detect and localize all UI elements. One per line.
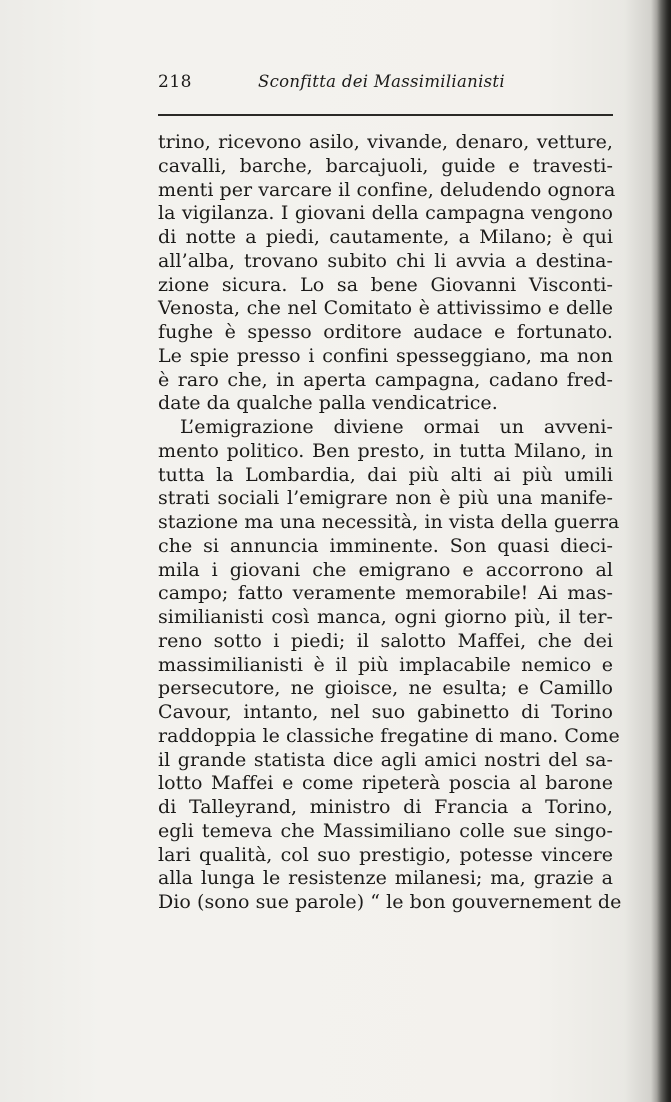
text-line-paragraph-start: L’emigrazione diviene ormai un avveni-: [180, 416, 613, 438]
text-line: Dio (sono sue parole) “ le bon gouvernement de: [158, 891, 622, 913]
page-edge-shadow: [657, 0, 671, 1102]
page-header: [158, 72, 613, 102]
header-rule: [158, 114, 613, 116]
text-line: all’alba, trovano subito chi li avvia a destina-: [158, 249, 613, 272]
text-line-paragraph-end: date da qualche palla vendicatrice.: [158, 392, 498, 415]
text-line: cavalli, barche, barcajuoli, guide e travesti-: [158, 154, 613, 177]
text-line: di notte a piedi, cautamente, a Milano; è qui: [158, 226, 613, 248]
text-line: lari qualità, col suo prestigio, potesse vincere: [158, 843, 613, 866]
text-line: la vigilanza. I giovani della campagna vengono: [158, 202, 613, 225]
text-line: campo; fatto veramente memorabile! Ai mas-: [158, 582, 613, 605]
text-line: menti per varcare il confine, deludendo ognora: [158, 178, 616, 201]
body-text: [158, 131, 622, 915]
page-number: 218: [158, 72, 192, 92]
text-line: fughe è spesso orditore audace e fortunato.: [158, 321, 613, 343]
text-line: il grande statista dice agli amici nostri del sa-: [158, 748, 613, 771]
text-line: reno sotto i piedi; il salotto Maffei, che dei: [158, 629, 613, 652]
text-line: zione sicura. Lo sa bene Giovanni Visconti-: [158, 273, 613, 296]
text-line: è raro che, in aperta campagna, cadano fred-: [158, 368, 613, 391]
text-line: di Talleyrand, ministro di Francia a Torino,: [158, 796, 613, 818]
text-line: alla lunga le resistenze milanesi; ma, grazie a: [158, 867, 613, 890]
text-line: persecutore, ne gioisce, ne esulta; e Camillo: [158, 677, 613, 700]
text-line: che si annuncia imminente. Son quasi dieci-: [158, 534, 613, 557]
text-line: raddoppia le classiche fregatine di mano. Come: [158, 724, 620, 747]
text-line: lotto Maffei e come ripeterà poscia al barone: [158, 772, 613, 795]
text-line: Le spie presso i confini spesseggiano, ma non: [158, 344, 613, 367]
text-line: egli temeva che Massimiliano colle sue singo-: [158, 819, 613, 842]
text-line: strati sociali l’emigrare non è più una manife-: [158, 487, 613, 510]
text-line: trino, ricevono asilo, vivande, denaro, vetture,: [158, 131, 613, 153]
text-line: tutta la Lombardia, dai più alti ai più umili: [158, 463, 613, 486]
text-line: mento politico. Ben presto, in tutta Milano, in: [158, 439, 613, 462]
text-line: massimilianisti è il più implacabile nemico e: [158, 653, 613, 676]
text-line: similianisti così manca, ogni giorno più, il ter-: [158, 606, 613, 628]
text-line: Venosta, che nel Comitato è attivissimo e delle: [158, 297, 613, 320]
text-line: stazione ma una necessità, in vista della guerra: [158, 511, 620, 533]
running-title: Sconfitta dei Massimilianisti: [258, 72, 505, 91]
text-line: Cavour, intanto, nel suo gabinetto di Torino: [158, 701, 613, 723]
text-line: mila i giovani che emigrano e accorrono al: [158, 558, 613, 581]
